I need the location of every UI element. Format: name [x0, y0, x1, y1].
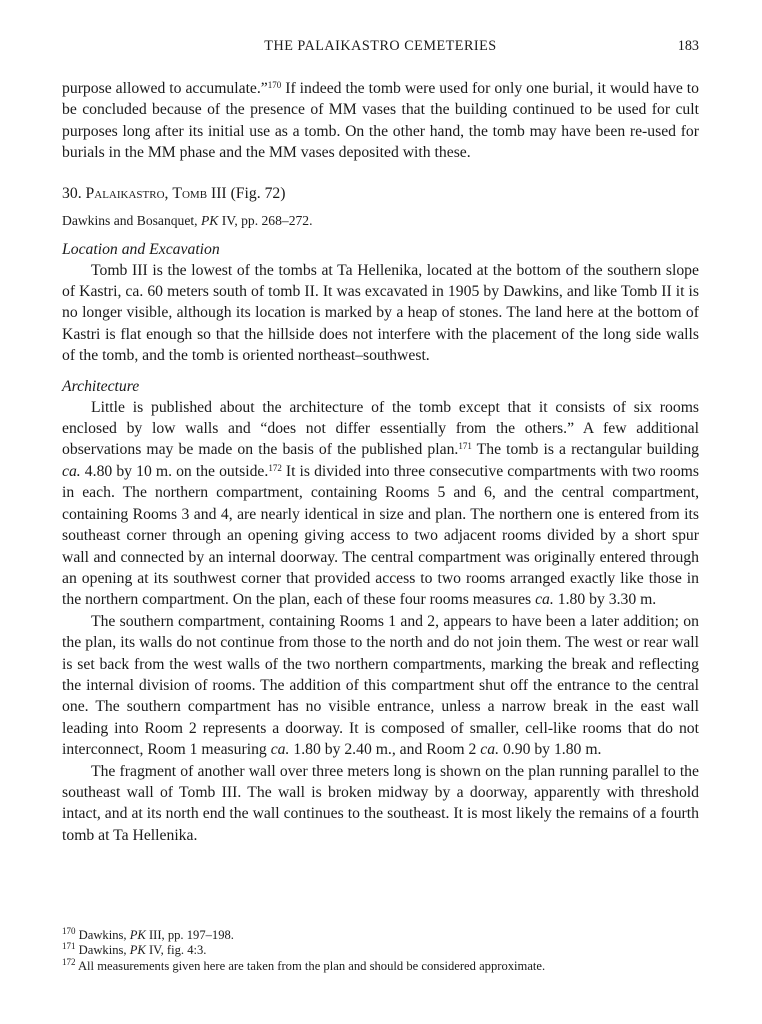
- section-heading: 30. Palaikastro, Tomb III (Fig. 72): [62, 184, 286, 202]
- architecture-heading: Architecture: [62, 377, 140, 395]
- page-number: 183: [677, 38, 699, 54]
- footnote-ref-171: 171: [458, 441, 472, 452]
- footnotes: [62, 928, 699, 974]
- location-heading: Location and Excavation: [62, 240, 220, 258]
- running-head: [62, 38, 699, 60]
- footnote-172: $^{172}$ All measurements given here are taken from the plan and should be considered approximate.: [62, 956, 546, 973]
- section-tomb-number: III: [210, 184, 227, 202]
- footnote-170: $^{170}$ Dawkins, PK III, pp. 197–198.: [62, 926, 234, 942]
- bibliography-line: Dawkins and Bosanquet, PK IV, pp. 268–272.: [62, 212, 313, 228]
- section-site: Palaikastro: [85, 184, 165, 202]
- footnote-ref-170: 170: [267, 80, 282, 90]
- section-figure-ref: (Fig. 72): [230, 184, 286, 202]
- section-number: 30.: [62, 184, 82, 202]
- running-title: THE PALAIKASTRO CEMETERIES: [264, 38, 497, 54]
- body-text: [62, 78, 699, 846]
- architecture-paragraph-2: The southern compartment, containing Rooms 1 and 2, appears to have been a later addition; on the plan, its walls do not continue from those to the north and do not join them. The west or rear wall is set back from the west walls of the two northern compartments, marking the break and reflecting the internal division of rooms. The addition of this compartment shut off the entrance to the central one. The southern compartment has no visible entrance, unless a narrow break in the east wall leading into Room 2 represents a doorway. It is composed of smaller, cell-like rooms that do not interconnect, Room 1 measuring ca. 1.80 by 2.40 m., and Room 2 ca. 0.90 by 1.80 m.: [62, 612, 699, 759]
- intro-paragraph: purpose allowed to accumulate.”$^{170}$ If indeed the tomb were used for only one burial, it would have to be concluded because of the presence of MM vases that the building continued to be used for cult purposes long after its initial use as a tomb. On the other hand, the tomb may have been re-used for burials in the MM phase and the MM vases deposited with these.: [62, 80, 699, 162]
- architecture-paragraph-3: The fragment of another wall over three meters long is shown on the plan running parallel to the southeast wall of Tomb III. The wall is broken midway by a doorway, apparently with threshold intact, and at its north end the wall continues to the southeast. It is most likely the remains of a fourth tomb at Ta Hellenika.: [62, 762, 699, 844]
- footnote-171: $^{171}$ Dawkins, PK IV, fig. 4:3.: [62, 941, 207, 958]
- footnote-ref-172: 172: [268, 462, 282, 473]
- architecture-paragraph-1: Little is published about the architecture of the tomb except that it consists of six rooms enclosed by low walls and “does not differ essentially from the others.” A few additional observations may be made on the basis of the published plan.$^{171}$ The tomb is a rectangular building ca. 4.80 by 10 m. on the outside.$^{172}$ It is divided into three consecutive compartments with two rooms in each. The northern compartment, containing Rooms 5 and 6, and the central compartment, containing Rooms 3 and 4, are nearly identical in size and plan. The northern one is entered from its southeast corner through an opening giving access to two adjacent rooms divided by a short spur wall and connected by an internal doorway. The central compartment was originally entered through an opening at its southwest corner that provided access to two rooms arranged exactly like those in the northern compartment. On the plan, each of these four rooms measures ca. 1.80 by 3.30 m.: [62, 398, 700, 609]
- location-paragraph: Tomb III is the lowest of the tombs at Ta Hellenika, located at the bottom of the southern slope of Kastri, ca. 60 meters south of tomb II. It was excavated in 1905 by Dawkins, and like Tomb II it is no longer visible, although its location is marked by a heap of stones. The land here at the bottom of Kastri is flat enough so that the hillside does not interfere with the placement of the long side walls of the tomb, and the tomb is oriented northeast–southwest.: [62, 261, 699, 365]
- section-tomb: Tomb: [172, 184, 208, 202]
